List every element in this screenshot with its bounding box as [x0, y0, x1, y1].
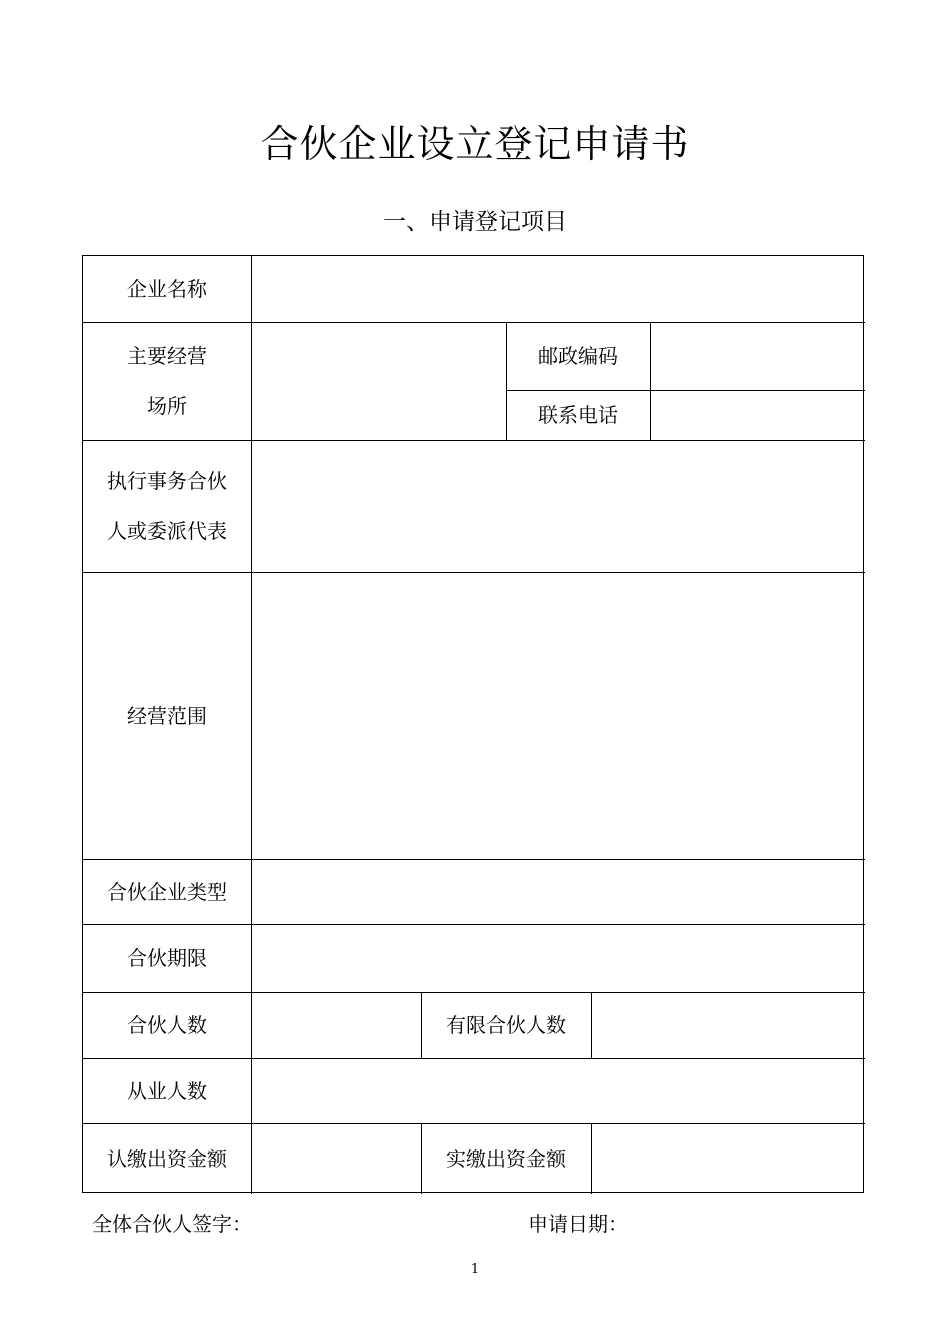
label-main-premises: 主要经营 场所 — [127, 344, 207, 418]
column-divider — [591, 1123, 592, 1194]
date-label: 申请日期： — [528, 1212, 628, 1236]
label-paid-capital: 实缴出资金额 — [446, 1146, 566, 1171]
label-employee-count: 从业人数 — [127, 1078, 207, 1103]
paid-capital-field[interactable] — [593, 1125, 863, 1192]
label-company-name: 企业名称 — [127, 277, 207, 301]
partnership-term-field[interactable] — [253, 926, 863, 990]
company-name-field[interactable] — [253, 258, 863, 320]
label-postal-code: 邮政编码 — [538, 344, 618, 368]
label-subscribed-capital: 认缴出资金额 — [107, 1146, 227, 1171]
employee-count-field[interactable] — [253, 1060, 863, 1121]
page-number: 1 — [470, 1262, 480, 1277]
label-phone: 联系电话 — [538, 403, 618, 427]
label-limited-partner-count: 有限合伙人数 — [446, 1013, 566, 1037]
limited-partner-count-field[interactable] — [593, 994, 863, 1056]
enterprise-type-field[interactable] — [253, 861, 863, 922]
signature-label: 全体合伙人签字： — [92, 1212, 252, 1236]
partner-count-field[interactable] — [253, 994, 419, 1056]
main-premises-field[interactable] — [253, 324, 504, 438]
label-partnership-term: 合伙期限 — [127, 946, 207, 970]
executive-partner-field[interactable] — [253, 442, 863, 570]
postal-code-field[interactable] — [652, 324, 863, 388]
phone-field[interactable] — [652, 392, 863, 438]
section-title: 一、申请登记项目 — [383, 209, 567, 235]
label-partner-count: 合伙人数 — [127, 1013, 207, 1037]
label-enterprise-type: 合伙企业类型 — [107, 879, 227, 904]
label-executive-partner: 执行事务合伙 人或委派代表 — [107, 469, 227, 543]
subscribed-capital-field[interactable] — [253, 1125, 419, 1192]
column-divider — [591, 992, 592, 1058]
business-scope-field[interactable] — [253, 574, 863, 857]
registration-form-table — [82, 255, 864, 1193]
document-title: 合伙企业设立登记申请书 — [260, 122, 690, 166]
column-divider — [251, 256, 252, 1194]
label-business-scope: 经营范围 — [127, 703, 207, 728]
column-divider — [650, 322, 651, 440]
